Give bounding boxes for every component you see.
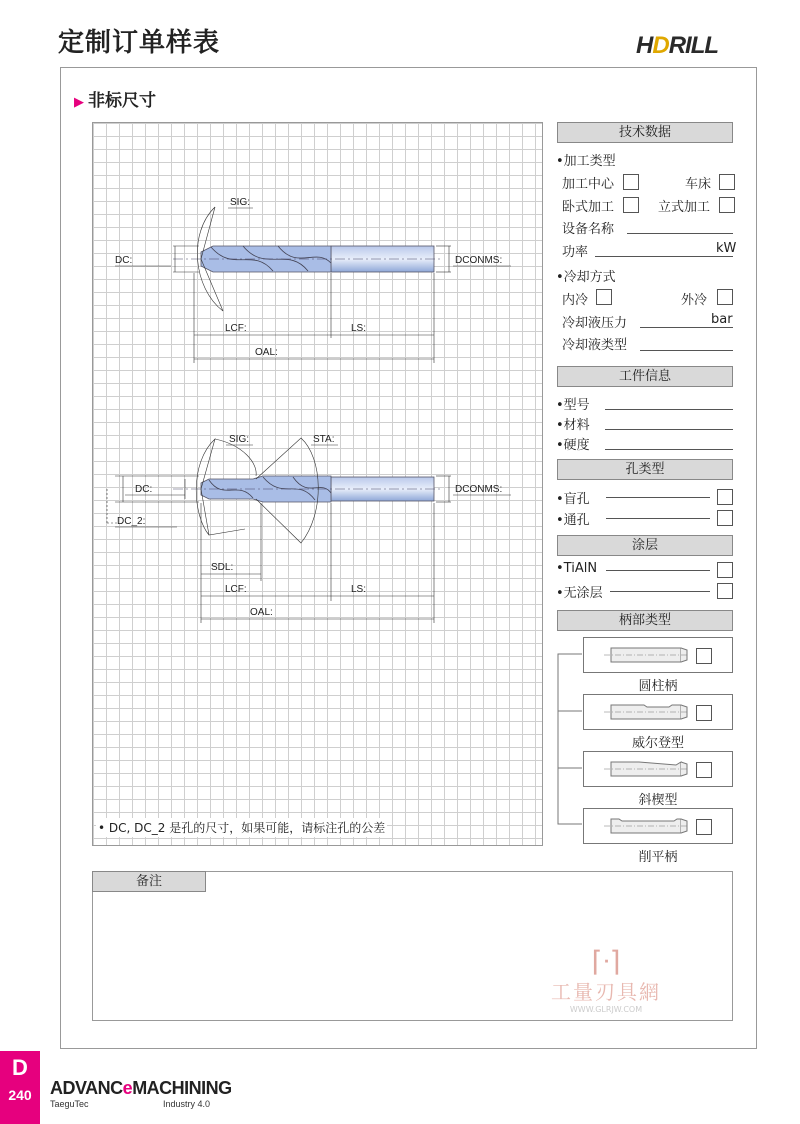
shank-weldon[interactable] <box>583 694 733 730</box>
power-label: 功率 <box>562 245 589 260</box>
drill-drawings <box>93 123 544 847</box>
lathe-checkbox[interactable] <box>719 174 735 190</box>
whistle-notch-checkbox[interactable] <box>696 762 712 778</box>
drill-2-shank <box>331 477 434 501</box>
horizontal-label: 卧式加工 <box>562 200 615 215</box>
tialn-checkbox[interactable] <box>717 562 733 578</box>
section-title: ▶ 非标尺寸 <box>74 91 156 111</box>
drill-1-ls-label: LS: <box>351 323 367 334</box>
coating-header: 涂层 <box>557 535 733 556</box>
shank-whistle-notch[interactable] <box>583 751 733 787</box>
material-field[interactable] <box>605 429 733 430</box>
hardness-label: •硬度 <box>556 438 590 453</box>
watermark <box>536 945 676 1014</box>
drawing-note: • DC, DC_2 是孔的尺寸，如果可能，请标注孔的公差 <box>96 818 387 837</box>
hdrill-logo: HDRILL <box>636 32 719 59</box>
blind-hole-checkbox[interactable] <box>717 489 733 505</box>
external-cooling-label: 外冷 <box>681 293 708 308</box>
internal-cooling-checkbox[interactable] <box>596 289 612 305</box>
tialn-line <box>606 570 710 571</box>
no-coating-line <box>610 591 710 592</box>
hole-type-header: 孔类型 <box>557 459 733 480</box>
triangle-icon: ▶ <box>74 95 84 110</box>
page-tab <box>0 1051 40 1124</box>
drawing-grid <box>92 122 543 846</box>
shank-flat[interactable] <box>583 808 733 844</box>
drill-1-dc-label: DC: <box>115 255 133 266</box>
drill-2-sta-label: STA: <box>313 434 335 445</box>
internal-cooling-label: 内冷 <box>562 293 589 308</box>
drill-1-sig-label: SIG: <box>230 197 251 208</box>
watermark-logo-icon: ⌈ᐧ⌉ <box>591 945 621 978</box>
no-coating-checkbox[interactable] <box>717 583 733 599</box>
power-unit: kW <box>716 241 737 256</box>
shank-cylindrical[interactable] <box>583 637 733 673</box>
pressure-unit: bar <box>711 312 733 327</box>
drill-2-ls-label: LS: <box>351 584 367 595</box>
equipment-name-field[interactable] <box>627 233 733 234</box>
shank-bracket <box>556 640 586 830</box>
flat-checkbox[interactable] <box>696 819 712 835</box>
external-cooling-checkbox[interactable] <box>717 289 733 305</box>
drill-2 <box>107 434 511 623</box>
equipment-name-label: 设备名称 <box>562 222 615 237</box>
coolant-pressure-field[interactable] <box>640 327 733 328</box>
blind-hole-line <box>606 497 710 498</box>
drill-1-dconms-label: DCONMS: <box>455 255 503 266</box>
vertical-label: 立式加工 <box>658 200 711 215</box>
drill-2-dc-label: DC: <box>135 484 153 495</box>
machining-type-label: •加工类型 <box>556 154 616 169</box>
weldon-label: 威尔登型 <box>631 736 684 751</box>
remarks-header: 备注 <box>92 871 206 892</box>
shank-type-header: 柄部类型 <box>557 610 733 631</box>
model-field[interactable] <box>605 409 733 410</box>
horizontal-checkbox[interactable] <box>623 197 639 213</box>
coolant-pressure-label: 冷却液压力 <box>562 316 628 331</box>
flat-label: 削平柄 <box>638 850 678 865</box>
no-coating-label: •无涂层 <box>556 586 603 601</box>
hardness-field[interactable] <box>605 449 733 450</box>
drill-2-oal-label: OAL: <box>250 607 273 618</box>
drill-2-sdl-label: SDL: <box>211 562 234 573</box>
weldon-checkbox[interactable] <box>696 705 712 721</box>
workpiece-header: 工件信息 <box>557 366 733 387</box>
drill-2-dconms-label: DCONMS: <box>455 484 503 495</box>
machining-center-checkbox[interactable] <box>623 174 639 190</box>
cylindrical-label: 圆柱柄 <box>638 679 678 694</box>
drill-1-shank <box>331 246 434 272</box>
whistle-notch-label: 斜楔型 <box>638 793 678 808</box>
tialn-label: •TiAlN <box>556 561 598 576</box>
model-label: •型号 <box>556 398 590 413</box>
page-number: 240 <box>8 1087 32 1103</box>
drill-1-oal-label: OAL: <box>255 347 278 358</box>
material-label: •材料 <box>556 418 590 433</box>
cylindrical-checkbox[interactable] <box>696 648 712 664</box>
through-hole-line <box>606 518 710 519</box>
watermark-url: WWW.GLRJW.COM <box>569 1005 643 1014</box>
cooling-method-label: •冷却方式 <box>556 270 616 285</box>
watermark-text: 工量刃具網 <box>551 980 661 1004</box>
lathe-label: 车床 <box>685 177 712 192</box>
power-field[interactable] <box>595 256 733 257</box>
blind-hole-label: •盲孔 <box>556 492 590 507</box>
machining-center-label: 加工中心 <box>562 177 615 192</box>
through-hole-label: •通孔 <box>556 513 590 528</box>
drill-1-lcf-label: LCF: <box>225 323 247 334</box>
page-title: 定制订单样表 <box>58 28 221 58</box>
through-hole-checkbox[interactable] <box>717 510 733 526</box>
tech-data-header: 技术数据 <box>557 122 733 143</box>
drill-2-lcf-label: LCF: <box>225 584 247 595</box>
coolant-type-label: 冷却液类型 <box>562 338 628 353</box>
footer-brand: ADVANCeMACHINING TaeguTec Industry 4.0 <box>50 1078 232 1109</box>
coolant-type-field[interactable] <box>640 350 733 351</box>
drill-2-dc2-label: DC_2: <box>117 516 146 527</box>
page-letter: D <box>12 1055 28 1080</box>
vertical-checkbox[interactable] <box>719 197 735 213</box>
drill-2-sig-label: SIG: <box>229 434 250 445</box>
drill-1 <box>115 197 511 363</box>
